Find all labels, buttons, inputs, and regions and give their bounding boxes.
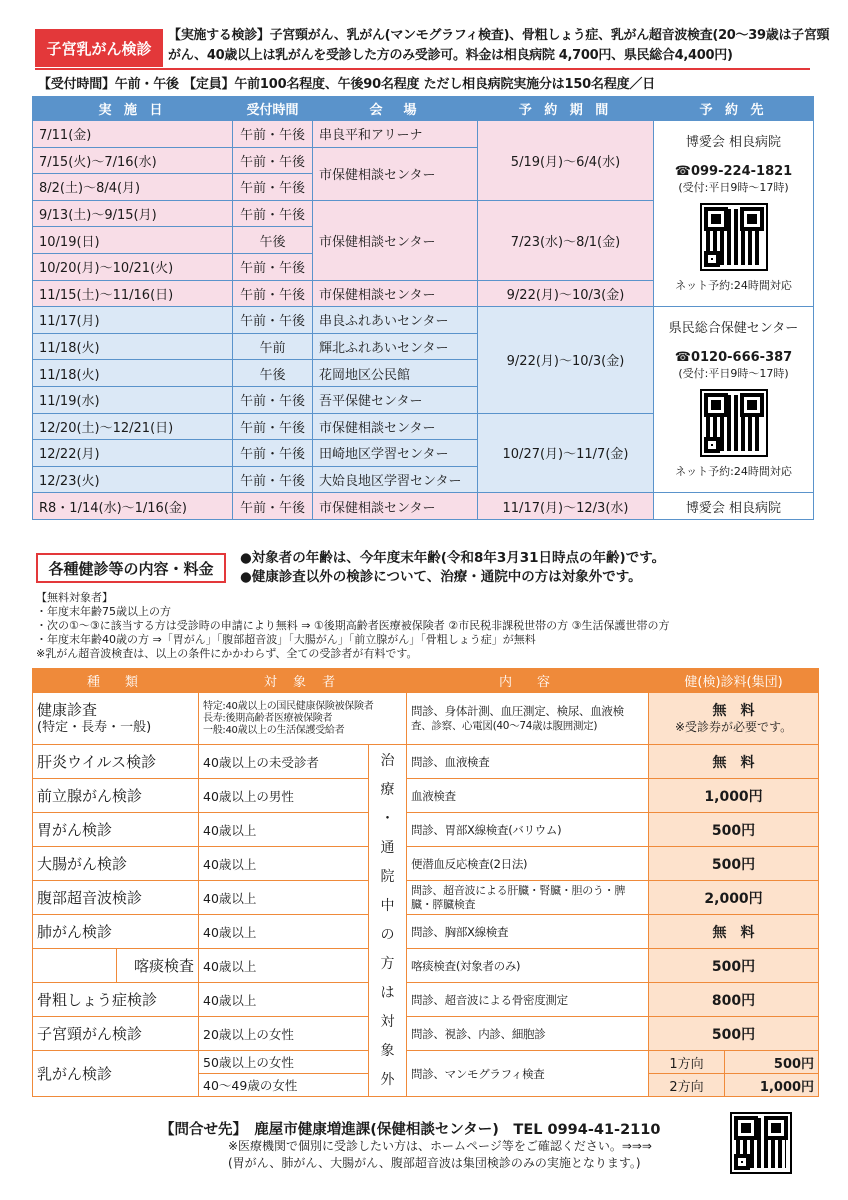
clinic-net: ネット予約:24時間対応	[675, 279, 792, 292]
target: 40歳以上	[199, 881, 369, 915]
table-row	[33, 693, 819, 745]
fee: 無 料 ※受診券が必要です。	[649, 693, 819, 745]
venue: 市保健相談センター	[313, 147, 478, 200]
table-row	[33, 915, 819, 949]
date: 12/22(月)	[33, 440, 233, 467]
col-target: 対 象 者	[199, 669, 407, 693]
col-fee: 健(検)診料(集団)	[649, 669, 819, 693]
date: R8・1/14(水)～1/16(金)	[33, 493, 233, 520]
exam-name: 肺がん検診	[33, 915, 199, 949]
direction: 1方向	[649, 1051, 725, 1074]
qr-code-icon[interactable]	[700, 203, 768, 271]
target: 20歳以上の女性	[199, 1017, 369, 1051]
content: 問診、超音波による肝臓・腎臓・胆のう・脾臓・膵臓検査	[407, 881, 649, 915]
vertical-char: 治	[380, 752, 395, 769]
table-row	[33, 881, 819, 915]
clinic-tel[interactable]: ☎099-224-1821	[674, 164, 793, 179]
venue: 吾平保健センター	[313, 386, 478, 413]
blank-cell	[33, 949, 117, 983]
table-row	[33, 307, 814, 334]
free-item: ・年度末年齢40歳の方 ⇒「胃がん」「腹部超音波」「大腸がん」「前立腺がん」「骨粗しょう症」が無料	[36, 633, 536, 646]
fee: 500円	[649, 813, 819, 847]
fee: 無 料	[649, 915, 819, 949]
time: 午前・午後	[233, 174, 313, 201]
date: 12/23(火)	[33, 466, 233, 493]
fee: 2,000円	[649, 881, 819, 915]
venue: 市保健相談センター	[313, 413, 478, 440]
vertical-char: 方	[380, 955, 395, 972]
clinic-hours: (受付:平日9時～17時)	[678, 367, 789, 381]
schedule-header	[33, 97, 814, 121]
date: 9/13(土)～9/15(月)	[33, 200, 233, 227]
table-row	[33, 745, 819, 779]
content: 問診、身体計測、血圧測定、検尿、血液検 査、診察、心電図(40～74歳は腹囲測定)	[407, 693, 649, 745]
content: 問診、超音波による骨密度測定	[407, 983, 649, 1017]
date: 11/18(火)	[33, 360, 233, 387]
clinic-sagara	[654, 121, 814, 307]
venue: 市保健相談センター	[313, 493, 478, 520]
vertical-note	[369, 745, 407, 1097]
time: 午前・午後	[233, 121, 313, 148]
time: 午前・午後	[233, 147, 313, 174]
note: ●健康診査以外の検診について、治療・通院中の方は対象外です。	[240, 569, 642, 585]
col-venue: 会 場	[313, 97, 478, 121]
exam-name: 乳がん検診	[33, 1051, 199, 1097]
clinic-kenmin	[654, 307, 814, 493]
target: 40歳以上	[199, 983, 369, 1017]
exam-name: 喀痰検査	[117, 949, 199, 983]
clinic-name: 博愛会 相良病院	[685, 135, 782, 150]
exam-name: 肝炎ウイルス検診	[33, 745, 199, 779]
exam-name: 腹部超音波検診	[33, 881, 199, 915]
date: 11/18(火)	[33, 333, 233, 360]
fees-table	[32, 668, 819, 1097]
date: 11/19(水)	[33, 386, 233, 413]
venue: 市保健相談センター	[313, 280, 478, 307]
schedule-table	[32, 96, 814, 520]
fee: 800円	[649, 983, 819, 1017]
fee: 500円	[649, 949, 819, 983]
contact-note: (胃がん、肺がん、大腸がん、腹部超音波は集団検診のみの実施となります。)	[228, 1156, 641, 1170]
exam-name: 健康診査 (特定・長寿・一般)	[33, 693, 199, 745]
clinic-name: 県民総合保健センター	[668, 321, 799, 337]
fee: 500円	[649, 847, 819, 881]
period: 11/17(月)～12/3(水)	[478, 493, 654, 520]
date: 7/11(金)	[33, 121, 233, 148]
period: 7/23(水)～8/1(金)	[478, 200, 654, 280]
fee: 無 料	[649, 745, 819, 779]
venue: 田崎地区学習センター	[313, 440, 478, 467]
content: 問診、血液検査	[407, 745, 649, 779]
table-row	[33, 983, 819, 1017]
col-contact: 予 約 先	[654, 97, 814, 121]
table-row	[33, 949, 819, 983]
time: 午前・午後	[233, 280, 313, 307]
free-eligibility	[36, 591, 670, 661]
free-item: ・年度末年齢75歳以上の方	[36, 605, 171, 618]
target: 40～49歳の女性	[199, 1074, 369, 1097]
exam-name: 骨粗しょう症検診	[33, 983, 199, 1017]
time: 午前	[233, 333, 313, 360]
content: 便潜血反応検査(2日法)	[407, 847, 649, 881]
venue: 大姶良地区学習センター	[313, 466, 478, 493]
exam-name: 子宮頸がん検診	[33, 1017, 199, 1051]
col-date: 実 施 日	[33, 97, 233, 121]
col-period: 予 約 期 間	[478, 97, 654, 121]
vertical-char: 通	[380, 839, 395, 856]
date: 10/19(日)	[33, 227, 233, 254]
date: 8/2(土)～8/4(月)	[33, 174, 233, 201]
content: 問診、マンモグラフィ検査	[407, 1051, 649, 1097]
venue: 串良ふれあいセンター	[313, 307, 478, 334]
target: 40歳以上	[199, 847, 369, 881]
table-row	[33, 1051, 819, 1074]
exam-name: 前立腺がん検診	[33, 779, 199, 813]
clinic-tel[interactable]: ☎0120-666-387	[674, 350, 793, 366]
reception-hours: 【受付時間】午前・午後 【定員】午前100名程度、午後90名程度 ただし相良病院実施分は150名程度／日	[38, 77, 656, 92]
time: 午前・午後	[233, 440, 313, 467]
clinic-sagara-2: 博愛会 相良病院	[654, 493, 814, 520]
clinic-net: ネット予約:24時間対応	[675, 465, 792, 479]
content: 問診、視診、内診、細胞診	[407, 1017, 649, 1051]
fees-header	[33, 669, 819, 693]
time: 午後	[233, 360, 313, 387]
direction: 2方向	[649, 1074, 725, 1097]
age-notes	[240, 549, 665, 587]
target: 特定:40歳以上の国民健康保険被保険者 長寿:後期高齢者医療被保険者 一般:40歳以上の生活保護受給者	[199, 693, 407, 745]
vertical-char: 療	[380, 781, 395, 798]
target: 50歳以上の女性	[199, 1051, 369, 1074]
fee: 1,000円	[649, 779, 819, 813]
vertical-char: 院	[380, 868, 395, 885]
time: 午前・午後	[233, 200, 313, 227]
content: 問診、胃部X線検査(バリウム)	[407, 813, 649, 847]
table-row	[33, 1017, 819, 1051]
table-row	[33, 779, 819, 813]
vertical-char: 対	[380, 1013, 395, 1030]
vertical-char: 中	[380, 897, 395, 914]
exam-name: 大腸がん検診	[33, 847, 199, 881]
target: 40歳以上	[199, 813, 369, 847]
time: 午前・午後	[233, 386, 313, 413]
time: 午前・午後	[233, 307, 313, 334]
content: 血液検査	[407, 779, 649, 813]
vertical-char: の	[380, 926, 395, 943]
section-title: 各種健診等の内容・料金	[36, 553, 226, 583]
period: 5/19(月)～6/4(水)	[478, 121, 654, 201]
venue: 市保健相談センター	[313, 200, 478, 280]
target: 40歳以上の男性	[199, 779, 369, 813]
time: 午前・午後	[233, 466, 313, 493]
exam-name: 胃がん検診	[33, 813, 199, 847]
fee: 500円	[649, 1017, 819, 1051]
divider	[35, 68, 810, 70]
date: 10/20(月)～10/21(火)	[33, 253, 233, 280]
time: 午後	[233, 227, 313, 254]
fee: 1,000円	[725, 1074, 819, 1097]
clinic-hours: (受付:平日9時～17時)	[678, 181, 789, 194]
period: 9/22(月)～10/3(金)	[478, 307, 654, 413]
date: 12/20(土)～12/21(日)	[33, 413, 233, 440]
free-item: ※乳がん超音波検査は、以上の条件にかかわらず、全ての受診者が有料です。	[36, 647, 418, 660]
content: 問診、胸部X線検査	[407, 915, 649, 949]
time: 午前・午後	[233, 493, 313, 520]
date: 11/17(月)	[33, 307, 233, 334]
contact-line: 【問合せ先】 鹿屋市健康増進課(保健相談センター) TEL 0994-41-2110	[160, 1122, 661, 1138]
qr-code-icon[interactable]	[700, 389, 768, 457]
vertical-char: ・	[380, 810, 395, 827]
contact-notes	[228, 1138, 652, 1172]
target: 40歳以上	[199, 915, 369, 949]
contact-note: ※医療機関で個別に受診したい方は、ホームページ等をご確認ください。⇒⇒⇒	[228, 1139, 652, 1153]
section-badge: 子宮乳がん検診	[35, 29, 163, 67]
date: 7/15(火)～7/16(水)	[33, 147, 233, 174]
date: 11/15(土)～11/16(日)	[33, 280, 233, 307]
table-row	[33, 121, 814, 148]
vertical-char: 象	[380, 1042, 395, 1059]
time: 午前・午後	[233, 413, 313, 440]
venue: 花岡地区公民館	[313, 360, 478, 387]
free-item: ・次の①～③に該当する方は受診時の申請により無料 ⇒ ①後期高齢者医療被保険者 ②市民税非課税世帯の方 ③生活保護世帯の方	[36, 619, 670, 632]
table-row	[33, 813, 819, 847]
free-title: 【無料対象者】	[36, 591, 113, 604]
note: ●対象者の年齢は、今年度末年齢(令和8年3月31日時点の年齢)です。	[240, 550, 666, 566]
exam-info: 【実施する検診】子宮頸がん、乳がん(マンモグラフィ検査)、骨粗しょう症、乳がん超音波検査(20～39歳は子宮頸がん、40歳以上は乳がんを受診した方のみ受診可。料金は相良病院 4,700円、県民総合4,400円)	[168, 28, 830, 63]
venue: 串良平和アリーナ	[313, 121, 478, 148]
period: 9/22(月)～10/3(金)	[478, 280, 654, 307]
table-row	[33, 493, 814, 520]
col-content: 内 容	[407, 669, 649, 693]
period: 10/27(月)～11/7(金)	[478, 413, 654, 493]
target: 40歳以上の未受診者	[199, 745, 369, 779]
time: 午前・午後	[233, 253, 313, 280]
col-type: 種 類	[33, 669, 199, 693]
venue: 輝北ふれあいセンター	[313, 333, 478, 360]
vertical-char: 外	[380, 1071, 395, 1088]
table-row	[33, 847, 819, 881]
target: 40歳以上	[199, 949, 369, 983]
col-time: 受付時間	[233, 97, 313, 121]
vertical-char: は	[380, 984, 395, 1001]
fee: 500円	[725, 1051, 819, 1074]
qr-code-icon[interactable]	[730, 1112, 792, 1174]
content: 喀痰検査(対象者のみ)	[407, 949, 649, 983]
